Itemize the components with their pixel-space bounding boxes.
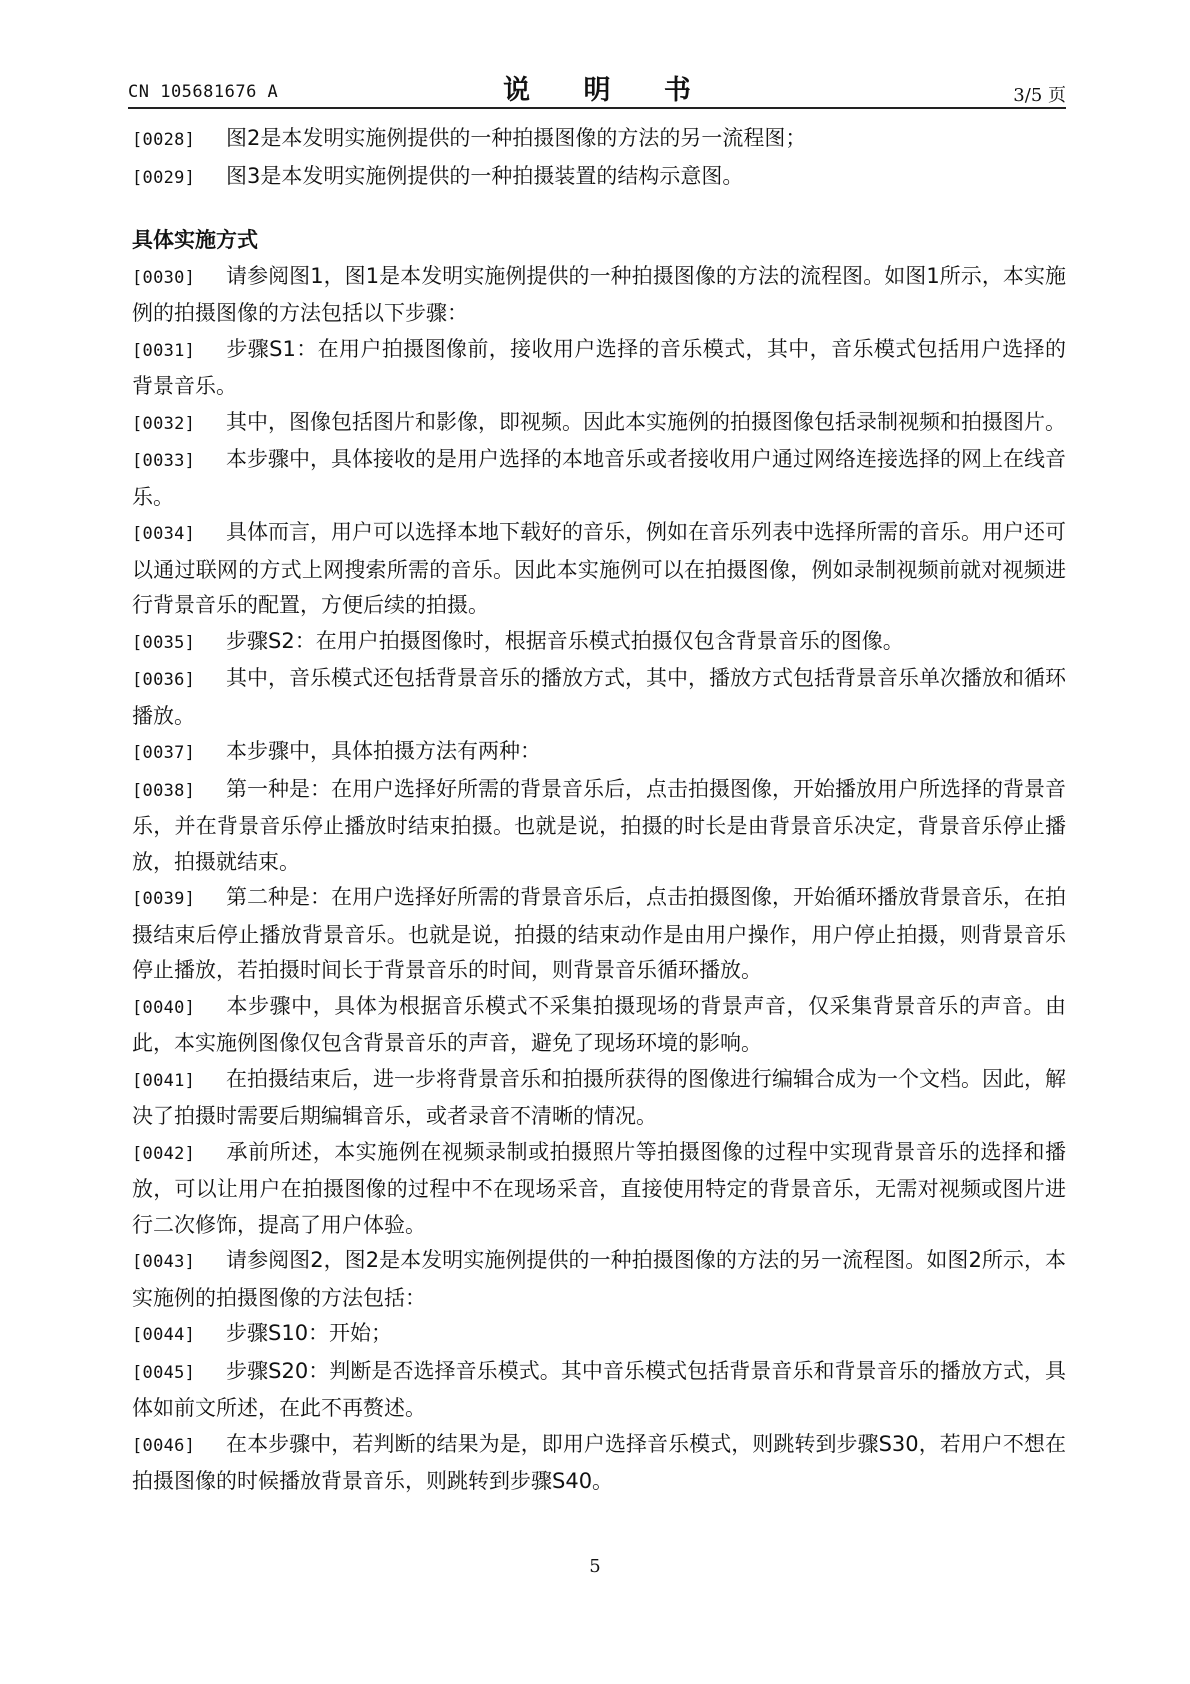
paragraph-text: 步骤S20：判断是否选择音乐模式。其中音乐模式包括背景音乐和背景音乐的播放方式，具体如前文所述，在此不再赘述。 [132,1358,1066,1420]
paragraph-number: [0035] [132,632,196,653]
document-body [132,121,1066,1500]
paragraph-number: [0033] [132,451,196,471]
page-header [128,68,1066,106]
paragraph-number: [0040] [132,997,196,1018]
paragraph-0035 [132,624,1066,662]
paragraph-number: [0029] [132,167,196,188]
paragraph-number: [0036] [132,670,196,690]
paragraph-number: [0042] [132,1143,196,1164]
paragraph-0033 [132,442,1066,515]
paragraph-0043 [132,1243,1066,1316]
paragraph-0045 [132,1354,1066,1427]
paragraph-number: [0038] [132,780,196,801]
paragraph-0044 [132,1316,1066,1354]
paragraph-0042 [132,1135,1066,1244]
paragraph-text: 第二种是：在用户选择好所需的背景音乐后，点击拍摄图像，开始循环播放背景音乐，在拍摄结束后停止播放背景音乐。也就是说，拍摄的结束动作是由用户操作，用户停止拍摄，则背景音乐停止播放，若拍摄时间长于背景音乐的时间，则背景音乐循环播放。 [132,885,1066,982]
paragraph-text: 图2是本发明实施例提供的一种拍摄图像的方法的另一流程图； [226,126,807,150]
paragraph-text: 本步骤中，具体接收的是用户选择的本地音乐或者接收用户通过网络连接选择的网上在线音乐。 [132,447,1066,509]
paragraph-text: 承前所述，本实施例在视频录制或拍摄照片等拍摄图像的过程中实现背景音乐的选择和播放，可以让用户在拍摄图像的过程中不在现场采音，直接使用特定的背景音乐，无需对视频或图片进行二次修饰，提高了用户体验。 [132,1139,1066,1237]
paragraph-text: 在本步骤中，若判断的结果为是，即用户选择音乐模式，则跳转到步骤S30，若用户不想在拍摄图像的时候播放背景音乐，则跳转到步骤S40。 [132,1431,1066,1493]
paragraph-number: [0028] [132,130,196,150]
paragraph-number: [0030] [132,267,196,288]
section-title: 具体实施方式 [132,228,258,252]
paragraph-text: 第一种是：在用户选择好所需的背景音乐后，点击拍摄图像，开始播放用户所选择的背景音乐，并在背景音乐停止播放时结束拍摄。也就是说，拍摄的时长是由背景音乐决定，背景音乐停止播放，拍摄就结束。 [132,776,1066,874]
doc-title: 说 明 书 [503,75,713,106]
paragraph-number: [0044] [132,1325,196,1345]
paragraph-0032 [132,405,1066,443]
paragraph-0041 [132,1062,1066,1135]
paragraph-number: [0034] [132,524,196,544]
paragraph-0028 [132,121,1066,159]
paragraph-0029 [132,159,1066,197]
paragraph-text: 请参阅图2，图2是本发明实施例提供的一种拍摄图像的方法的另一流程图。如图2所示，本实施例的拍摄图像的方法包括： [132,1248,1066,1310]
paragraph-0046 [132,1427,1066,1500]
paragraph-0031 [132,332,1066,405]
doc-number: CN 105681676 A [128,82,279,102]
paragraph-0038 [132,772,1066,881]
paragraph-number: [0046] [132,1435,196,1456]
paragraph-text: 其中，音乐模式还包括背景音乐的播放方式，其中，播放方式包括背景音乐单次播放和循环播放。 [132,666,1066,728]
paragraph-0039 [132,880,1066,989]
paragraph-number: [0043] [132,1252,196,1272]
paragraph-number: [0039] [132,889,196,909]
paragraph-text: 具体而言，用户可以选择本地下载好的音乐，例如在音乐列表中选择所需的音乐。用户还可以通过联网的方式上网搜索所需的音乐。因此本实施例可以在拍摄图像，例如录制视频前就对视频进行背景音乐的配置，方便后续的拍摄。 [132,520,1066,617]
paragraph-0036 [132,661,1066,734]
paragraph-text: 其中，图像包括图片和影像，即视频。因此本实施例的拍摄图像包括录制视频和拍摄图片。 [226,409,1066,434]
paragraph-number: [0037] [132,743,196,763]
paragraph-text: 步骤S2：在用户拍摄图像时，根据音乐模式拍摄仅包含背景音乐的图像。 [226,628,904,653]
paragraph-number: [0032] [132,413,196,434]
paragraph-number: [0041] [132,1070,196,1091]
paragraph-0037 [132,734,1066,772]
paragraph-text: 本步骤中，具体拍摄方法有两种： [226,739,541,763]
paragraph-text: 步骤S10：开始； [226,1321,393,1345]
paragraph-number: [0045] [132,1362,196,1383]
page-indicator: 3/5 页 [1013,85,1066,106]
paragraph-0040 [132,989,1066,1062]
header-divider [128,107,1066,109]
paragraph-text: 请参阅图1，图1是本发明实施例提供的一种拍摄图像的方法的流程图。如图1所示，本实施例的拍摄图像的方法包括以下步骤： [132,263,1066,325]
paragraph-number: [0031] [132,340,196,361]
paragraph-0034 [132,515,1066,624]
paragraph-text: 本步骤中，具体为根据音乐模式不采集拍摄现场的背景声音，仅采集背景音乐的声音。由此，本实施例图像仅包含背景音乐的声音，避免了现场环境的影响。 [132,993,1066,1055]
paragraph-text: 图3是本发明实施例提供的一种拍摄装置的结构示意图。 [226,163,744,188]
paragraph-text: 在拍摄结束后，进一步将背景音乐和拍摄所获得的图像进行编辑合成为一个文档。因此，解决了拍摄时需要后期编辑音乐，或者录音不清晰的情况。 [132,1066,1066,1128]
page-number: 5 [589,1556,601,1577]
paragraph-0030 [132,259,1066,332]
paragraph-text: 步骤S1：在用户拍摄图像前，接收用户选择的音乐模式，其中，音乐模式包括用户选择的背景音乐。 [132,336,1066,398]
